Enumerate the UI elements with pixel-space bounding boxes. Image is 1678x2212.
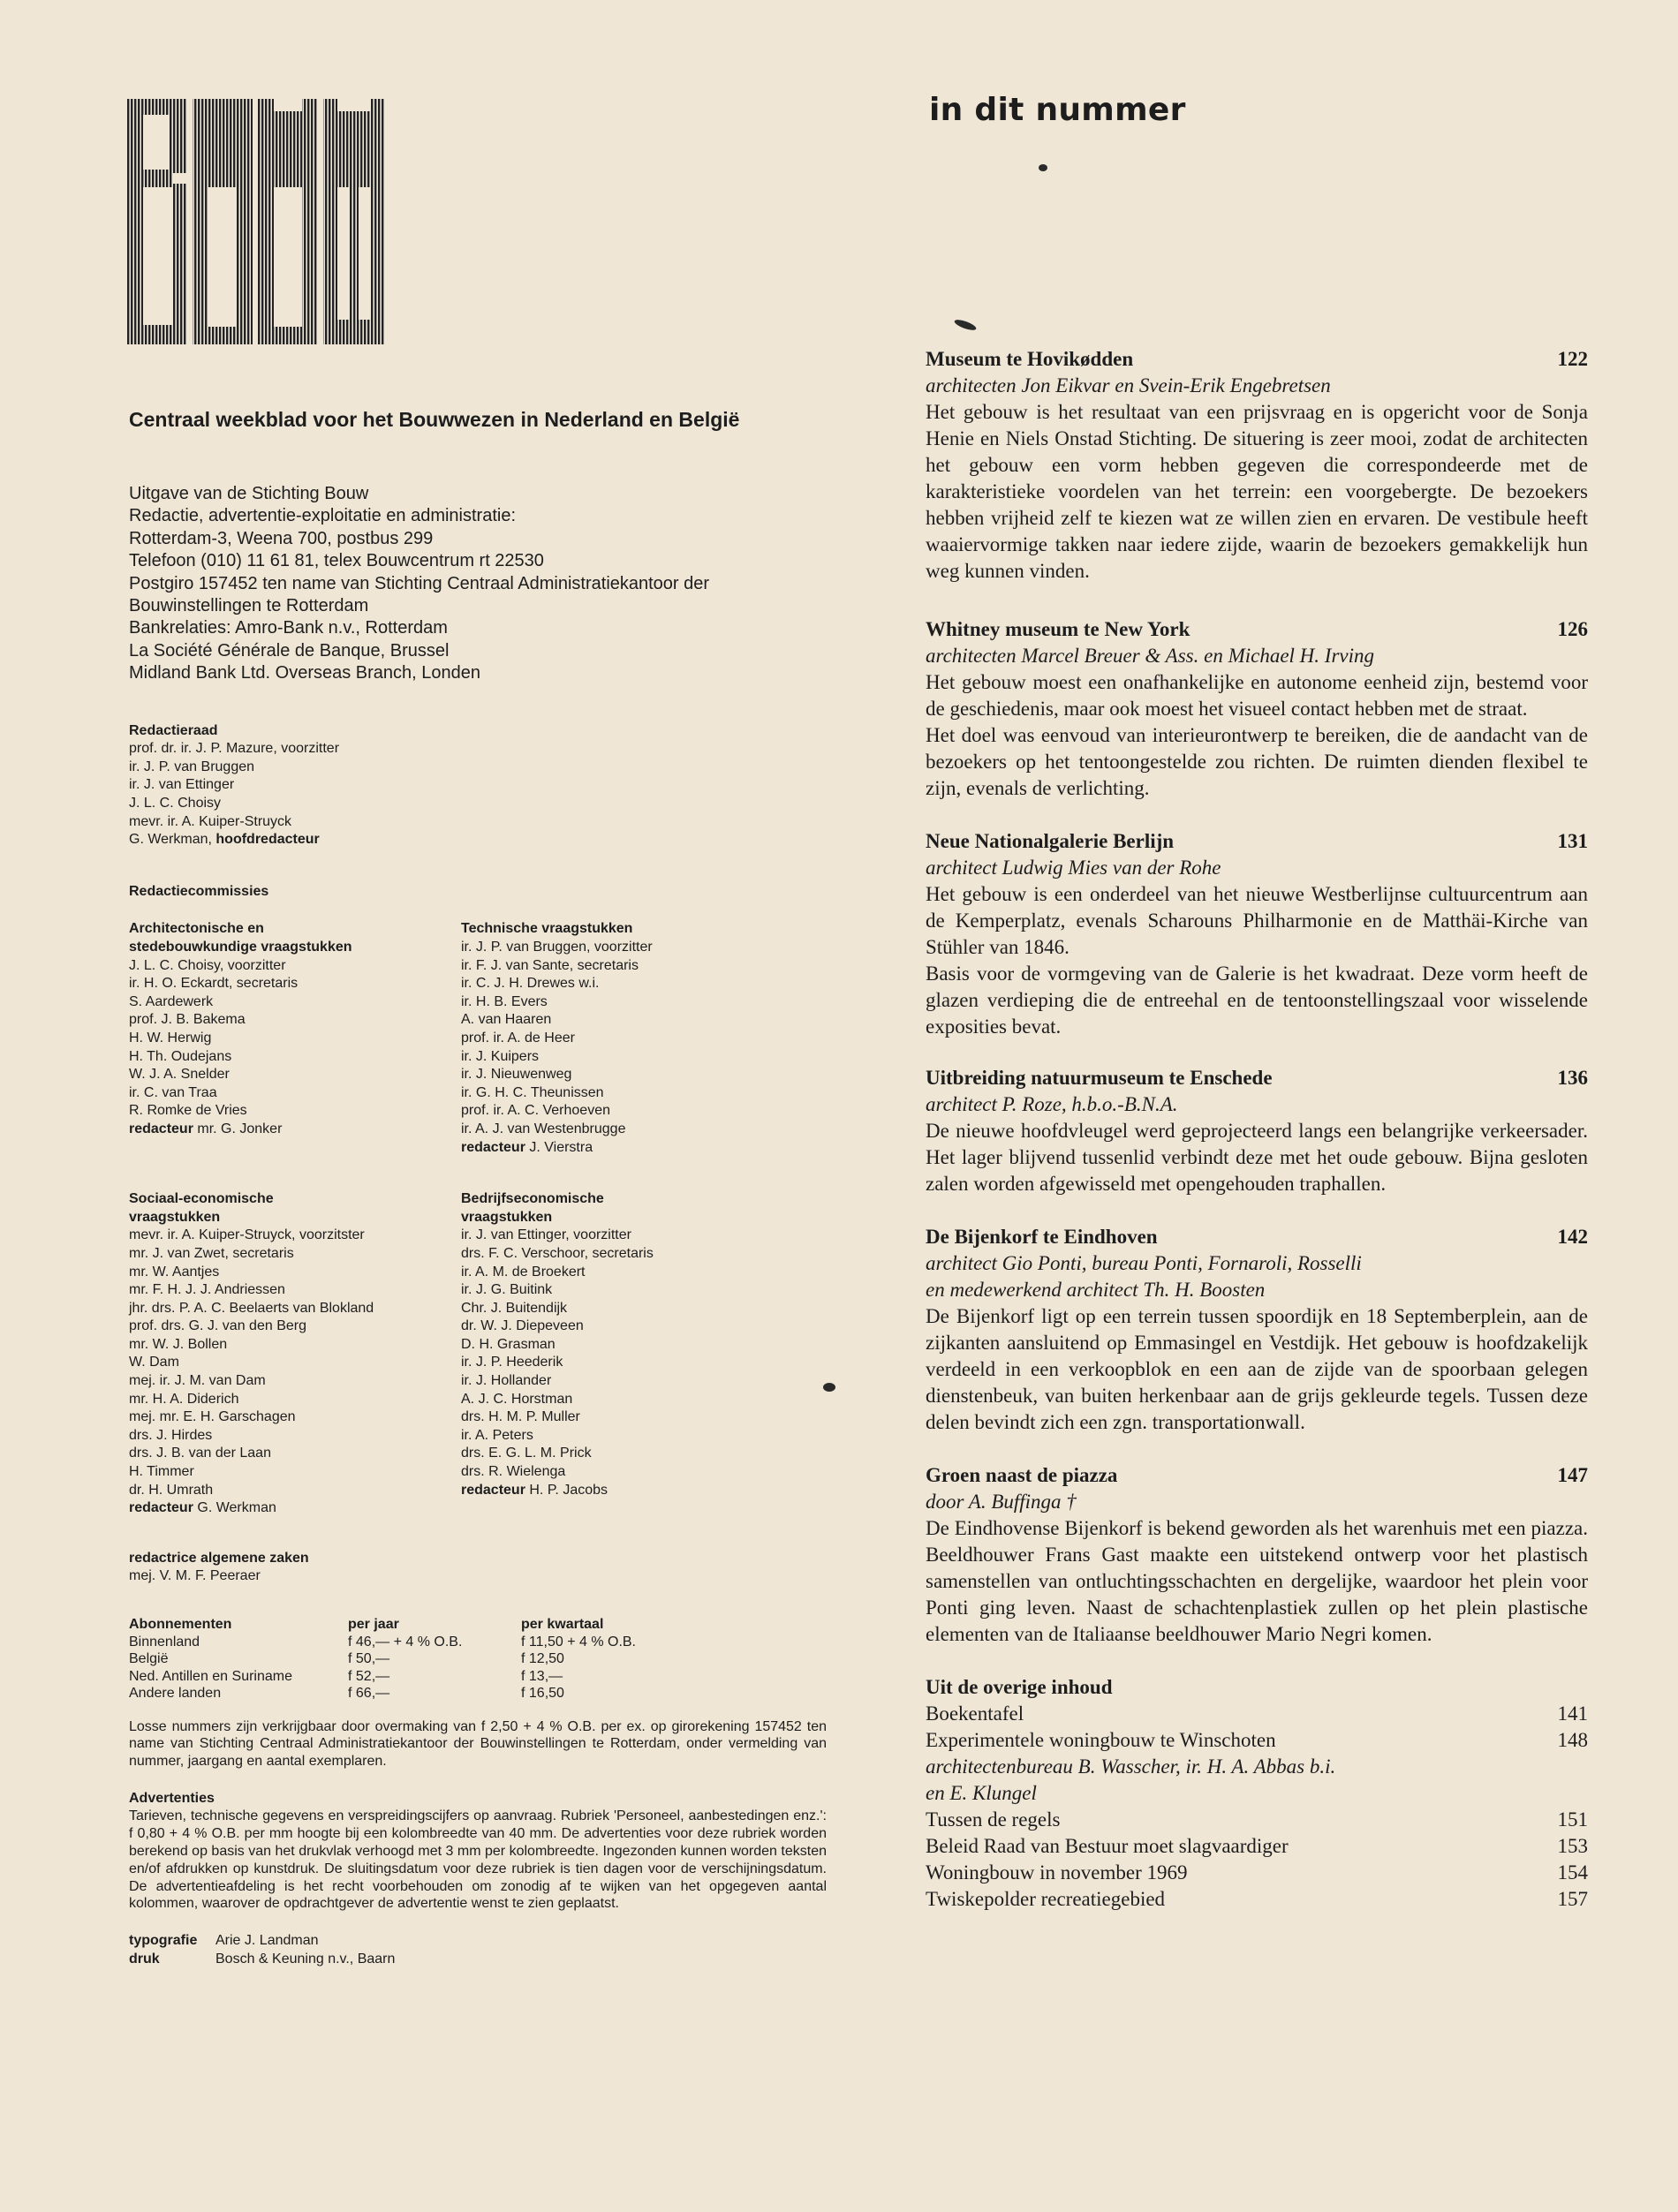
publisher-line: Bankrelaties: Amro-Bank n.v., Rotterdam: [129, 618, 448, 638]
contents-heading: in dit nummer: [929, 92, 1186, 128]
toc-row: [926, 1701, 1588, 1727]
toc-title: Boekentafel: [926, 1702, 1024, 1725]
article-subtitle: door A. Buffinga †: [926, 1491, 1077, 1513]
article-summary: De Bijenkorf ligt op een terrein tussen spoordijk en 18 Septemberplein, aan de zijkanten aansluitend op Emmasingel en Vestdijk. Het gebouw is hoofdzakelijk verdeeld in een verkoopblok en een aan de zijde van de spoorbaan gelegen dienstenbeuk, van buiten herkenbaar aan de grijs gekleurde tegels. Tussen deze delen bevindt zich een zgn. transportationwall.: [926, 1305, 1588, 1433]
toc-title: Twiskepolder recreatiegebied: [926, 1888, 1166, 1910]
member-role: hoofdredacteur: [215, 832, 320, 848]
member: J. L. C. Choisy, voorzitter: [129, 957, 286, 973]
toc-row: [926, 1860, 1588, 1886]
member: ir. J. P. van Bruggen: [129, 759, 255, 774]
member: ir. A. M. de Broekert: [461, 1264, 586, 1280]
member: W. J. A. Snelder: [129, 1067, 230, 1083]
publisher-line: Rotterdam-3, Weena 700, postbus 299: [129, 528, 434, 548]
article-subtitle: architecten Jon Eikvar en Svein-Erik Engebretsen: [926, 374, 1331, 396]
member: mej. mr. E. H. Garschagen: [129, 1409, 296, 1425]
toc-title: Tussen de regels: [926, 1808, 1061, 1831]
toc-page: 141: [1557, 1702, 1588, 1725]
article-subtitle: architecten Marcel Breuer & Ass. en Michael H. Irving: [926, 645, 1374, 667]
member: ir. J. P. Heederik: [461, 1355, 563, 1370]
toc-page: 153: [1557, 1835, 1588, 1857]
article-title: Museum te Hovikødden: [926, 348, 1134, 370]
article-subtitle: architect Ludwig Mies van der Rohe: [926, 857, 1221, 879]
publisher-line: Postgiro 157452 ten name van Stichting Centraal Administratiekantoor der: [129, 573, 710, 593]
member: drs. R. Wielenga: [461, 1464, 566, 1480]
member: ir. A. Peters: [461, 1427, 533, 1443]
article-title-row: [926, 1462, 1588, 1489]
article-entry: [926, 346, 1588, 585]
member: H. W. Herwig: [129, 1030, 212, 1046]
member: jhr. drs. P. A. C. Beelaerts van Blokland: [129, 1300, 374, 1316]
redactieraad-heading: Redactieraad: [129, 722, 218, 738]
toc-title: Experimentele woningbouw te Winschoten: [926, 1729, 1276, 1751]
article-subtitle: architect P. Roze, h.b.o.-B.N.A.: [926, 1093, 1178, 1115]
member: mr. W. J. Bollen: [129, 1336, 228, 1352]
member: H. Th. Oudejans: [129, 1048, 232, 1064]
member: dr. H. Umrath: [129, 1482, 214, 1498]
article-page: 147: [1557, 1464, 1588, 1486]
redacteur-name: H. P. Jacobs: [529, 1482, 608, 1498]
algemene-zaken: [129, 1550, 906, 1586]
article-subtitle: en medewerkend architect Th. H. Boosten: [926, 1279, 1266, 1301]
member: A. J. C. Horstman: [461, 1391, 573, 1407]
commissie-bedrijfs: [461, 1190, 811, 1518]
table-row: [129, 1634, 636, 1651]
table-header: per jaar: [348, 1617, 399, 1632]
table-cell: f 12,50: [521, 1651, 564, 1666]
redacteur-label: redacteur: [129, 1121, 193, 1136]
article-title: Neue Nationalgalerie Berlijn: [926, 830, 1175, 852]
member-name: G. Werkman,: [129, 832, 212, 848]
credit-value: Arie J. Landman: [215, 1933, 319, 1949]
toc-page: 157: [1557, 1888, 1588, 1910]
member: R. Romke de Vries: [129, 1103, 247, 1119]
toc-row: [926, 1886, 1588, 1913]
commissie-heading: Architectonische en: [129, 921, 264, 937]
member: ir. F. J. van Sante, secretaris: [461, 957, 639, 973]
ink-smudge: [1039, 164, 1047, 171]
table-cell: Binnenland: [129, 1634, 200, 1650]
member: mej. ir. J. M. van Dam: [129, 1373, 266, 1389]
member: drs. F. C. Verschoor, secretaris: [461, 1245, 654, 1261]
article-subtitle: architect Gio Ponti, bureau Ponti, Fornaroli, Rosselli: [926, 1252, 1362, 1274]
article-entry: [926, 828, 1588, 1040]
losse-nummers-note: Losse nummers zijn verkrijgbaar door overmaking van f 2,50 + 4 % O.B. per ex. op girorekening 157452 ten name van Stichting Centraal Administratiekantoor der Bouwinstellingen te Rotterdam, onder vermelding van nummer, jaargang en aantal exemplaren.: [129, 1718, 827, 1770]
other-contents-heading: Uit de overige inhoud: [926, 1676, 1113, 1698]
table-header-row: [129, 1616, 636, 1634]
toc-subtitle: en E. Klungel: [926, 1782, 1037, 1804]
credit-value: Bosch & Keuning n.v., Baarn: [215, 1951, 396, 1967]
publisher-info: [129, 483, 906, 685]
algemene-zaken-heading: redactrice algemene zaken: [129, 1550, 309, 1566]
member: mr. W. Aantjes: [129, 1264, 220, 1280]
credit-label: typografie: [129, 1933, 198, 1949]
table-header: per kwartaal: [521, 1617, 604, 1632]
toc-page: 154: [1557, 1861, 1588, 1884]
publisher-line: Bouwinstellingen te Rotterdam: [129, 596, 369, 616]
redacteur-name: mr. G. Jonker: [197, 1121, 283, 1136]
toc-row: [926, 1807, 1588, 1833]
member: prof. J. B. Bakema: [129, 1012, 246, 1028]
table-row: [129, 1650, 636, 1668]
member: mr. H. A. Diderich: [129, 1391, 239, 1407]
toc-title: Woningbouw in november 1969: [926, 1861, 1188, 1884]
member: prof. dr. ir. J. P. Mazure, voorzitter: [129, 741, 340, 757]
table-cell: f 50,—: [348, 1651, 390, 1666]
member: ir. H. O. Eckardt, secretaris: [129, 976, 299, 992]
article-page: 136: [1557, 1067, 1588, 1089]
article-page: 131: [1557, 830, 1588, 852]
advertenties-heading: Advertenties: [129, 1790, 215, 1806]
table-cell: Andere landen: [129, 1686, 222, 1701]
commissie-heading: Bedrijfseconomische: [461, 1191, 604, 1207]
table-cell: Ned. Antillen en Suriname: [129, 1668, 292, 1684]
member-editor-in-chief: [129, 831, 906, 849]
ink-smudge: [953, 318, 977, 332]
toc-subtitle: architectenbureau B. Wasscher, ir. H. A. Abbas b.i.: [926, 1755, 1336, 1778]
member: J. L. C. Choisy: [129, 796, 222, 812]
redacteur-name: J. Vierstra: [529, 1139, 593, 1155]
toc-row: [926, 1727, 1588, 1754]
article-entry: [926, 1065, 1588, 1197]
redacteur-line: [129, 1121, 479, 1139]
redacteur-name: G. Werkman: [197, 1500, 276, 1516]
member: ir. G. H. C. Theunissen: [461, 1084, 604, 1100]
commissie-technisch: [461, 920, 811, 1157]
commissie-sociaal: [129, 1190, 479, 1518]
member: ir. A. J. van Westenbrugge: [461, 1121, 626, 1136]
member: Chr. J. Buitendijk: [461, 1300, 568, 1316]
member: ir. C. J. H. Drewes w.i.: [461, 976, 600, 992]
member: drs. E. G. L. M. Prick: [461, 1446, 592, 1461]
commissie-heading: Sociaal-economische: [129, 1191, 274, 1207]
table-row: [129, 1685, 636, 1702]
article-entry: [926, 1224, 1588, 1436]
member: D. H. Grasman: [461, 1336, 556, 1352]
commissies-heading: Redactiecommissies: [129, 883, 269, 899]
tagline: Centraal weekblad voor het Bouwwezen in Nederland en België: [129, 408, 740, 431]
member: H. Timmer: [129, 1464, 194, 1480]
commissie-heading: vraagstukken: [129, 1209, 221, 1225]
article-entry: [926, 1462, 1588, 1648]
redacteur-line: [461, 1482, 811, 1500]
article-page: 142: [1557, 1226, 1588, 1248]
member: mevr. ir. A. Kuiper-Struyck, voorzitster: [129, 1227, 365, 1243]
member: S. Aardewerk: [129, 993, 214, 1009]
table-cell: f 13,—: [521, 1668, 563, 1684]
member: mevr. ir. A. Kuiper-Struyck: [129, 813, 292, 829]
article-title-row: [926, 1224, 1588, 1250]
commissie-heading: vraagstukken: [461, 1209, 553, 1225]
article-summary: Het gebouw is het resultaat van een prijsvraag en is opgericht voor de Sonja Henie en Niels Onstad Stichting. De situering is zeer mooi, zodat de architecten het gebouw een vorm hebben gegeven die correspondeerde met de karakteristieke voordelen van het terrein: een voorgebergte. De bezoekers hebben vrijheid zelf te kiezen wat ze willen zien en ervaren. De vestibule heeft waaiervormige takken naar iedere zijde, waarin de bezoekers gemakkelijk hun weg kunnen vinden.: [926, 401, 1588, 582]
table-header: Abonnementen: [129, 1617, 232, 1632]
ink-smudge: [823, 1383, 835, 1392]
table-cell: f 52,—: [348, 1668, 390, 1684]
article-summary: De nieuwe hoofdvleugel werd geprojecteerd langs een belangrijke verkeersader. Het lager blijvend tussenlid verbindt deze met het oude gebouw. Bijna gesloten zalen worden afgewisseld met opengehouden traphallen.: [926, 1120, 1588, 1195]
redacteur-label: redacteur: [461, 1482, 525, 1498]
publisher-line: Telefoon (010) 11 61 81, telex Bouwcentrum rt 22530: [129, 551, 544, 571]
member: prof. ir. A. de Heer: [461, 1030, 575, 1046]
member: ir. J. van Ettinger, voorzitter: [461, 1227, 631, 1243]
member: ir. J. van Ettinger: [129, 777, 235, 793]
member: ir. J. Kuipers: [461, 1048, 540, 1064]
article-title: Uitbreiding natuurmuseum te Enschede: [926, 1067, 1273, 1089]
article-summary: Basis voor de vormgeving van de Galerie is het kwadraat. Deze vorm heeft de glazen verdieping die de entreehal en de tentoonstellingszaal voor wisselende exposities bevat.: [926, 963, 1588, 1038]
subscription-table: [129, 1616, 636, 1702]
article-title-row: [926, 346, 1588, 373]
advertenties-text: Tarieven, technische gegevens en verspreidingscijfers op aanvraag. Rubriek 'Personeel, aanbestedingen enz.': f 0,80 + 4 % O.B. per mm hoogte bij een kolombreedte van 40 mm. De advertenties voor deze rubriek worden berekend op basis van het drukvlak verhoogd met 3 mm per kolombreedte. Ingezonden kunnen worden teksten en/of afdrukken op kunstdruk. De sluitingsdatum voor deze rubriek is tien dagen voor de verschijningsdatum. De advertentieafdeling is het recht voorbehouden om zonodig af te wijken van het opgegeven aantal kolommen, waarover de opdrachtgever de advertentie wenst te zien geplaatst.: [129, 1808, 827, 1912]
member: prof. ir. A. C. Verhoeven: [461, 1103, 610, 1119]
colophon: [129, 408, 906, 1968]
article-summary: De Eindhovense Bijenkorf is bekend geworden als het warenhuis met een piazza. Beeldhouwer Frans Gast maakte een uitstekend ontwerp voor het plastisch samenstellen van ontluchtingsschachten en dergelijke, waardoor het plein voor Ponti ging leven. Naast de schachtenplastiek zullen op het plein plastische elementen van de Italiaanse beeldhouwer Mario Negri komen.: [926, 1517, 1588, 1645]
article-summary: Het doel was eenvoud van interieurontwerp te bereiken, die de aandacht van de bezoekers op het tentoongestelde zou richten. De ruimten dienden flexibel te zijn, evenals de verlichting.: [926, 724, 1588, 799]
credits: [129, 1932, 906, 1968]
article-title-row: [926, 616, 1588, 643]
member: A. van Haaren: [461, 1012, 552, 1028]
member: mr. F. H. J. J. Andriessen: [129, 1282, 285, 1298]
publisher-line: La Société Générale de Banque, Brussel: [129, 640, 450, 661]
toc-page: 151: [1557, 1808, 1588, 1831]
member: drs. J. B. van der Laan: [129, 1446, 271, 1461]
member: ir. H. B. Evers: [461, 993, 548, 1009]
algemene-zaken-name: mej. V. M. F. Peeraer: [129, 1568, 261, 1584]
toc-title: Beleid Raad van Bestuur moet slagvaardiger: [926, 1835, 1289, 1857]
article-title: Groen naast de piazza: [926, 1464, 1118, 1486]
publisher-line: Midland Bank Ltd. Overseas Branch, Londen: [129, 663, 481, 683]
redacteur-label: redacteur: [129, 1500, 193, 1516]
toc-row: [926, 1833, 1588, 1860]
member: mr. J. van Zwet, secretaris: [129, 1245, 294, 1261]
credit-row: [129, 1951, 906, 1969]
table-cell: f 46,— + 4 % O.B.: [348, 1634, 463, 1650]
bouw-logo: [124, 95, 389, 348]
credit-label: druk: [129, 1951, 160, 1967]
member: ir. J. P. van Bruggen, voorzitter: [461, 940, 653, 955]
commissies-row-1: [129, 920, 906, 1157]
member: ir. J. Hollander: [461, 1373, 552, 1389]
redactieraad: [129, 722, 906, 849]
commissie-heading: Technische vraagstukken: [461, 921, 633, 937]
redacteur-line: [129, 1499, 479, 1518]
table-cell: f 16,50: [521, 1686, 564, 1701]
toc-page: 148: [1557, 1729, 1588, 1751]
member: drs. H. M. P. Muller: [461, 1409, 580, 1425]
publisher-line: Redactie, advertentie-exploitatie en administratie:: [129, 506, 517, 526]
credit-row: [129, 1932, 906, 1951]
other-contents: [926, 1674, 1588, 1913]
table-row: [129, 1668, 636, 1686]
article-page: 126: [1557, 618, 1588, 640]
article-title-row: [926, 1065, 1588, 1091]
commissies-row-2: [129, 1190, 906, 1518]
commissie-architectonisch: [129, 920, 479, 1157]
article-entry: [926, 616, 1588, 802]
article-summary: Het gebouw moest een onafhankelijke en autonome eenheid zijn, bestemd voor de geschiedenis, maar ook moest het visueel contact hebben met de straat.: [926, 671, 1588, 720]
article-page: 122: [1557, 348, 1588, 370]
commissie-heading: stedebouwkundige vraagstukken: [129, 940, 352, 955]
member: dr. W. J. Diepeveen: [461, 1318, 584, 1334]
member: prof. drs. G. J. van den Berg: [129, 1318, 306, 1334]
article-title: Whitney museum te New York: [926, 618, 1190, 640]
contents-list: [926, 346, 1588, 1913]
redacteur-line: [461, 1139, 811, 1158]
article-title-row: [926, 828, 1588, 855]
member: ir. J. Nieuwenweg: [461, 1067, 572, 1083]
member: W. Dam: [129, 1355, 179, 1370]
redacteur-label: redacteur: [461, 1139, 525, 1155]
member: drs. J. Hirdes: [129, 1427, 213, 1443]
table-cell: f 66,—: [348, 1686, 390, 1701]
article-title: De Bijenkorf te Eindhoven: [926, 1226, 1158, 1248]
publisher-line: Uitgave van de Stichting Bouw: [129, 484, 369, 503]
member: ir. J. G. Buitink: [461, 1282, 553, 1298]
table-cell: f 11,50 + 4 % O.B.: [521, 1634, 636, 1650]
member: ir. C. van Traa: [129, 1084, 217, 1100]
table-cell: België: [129, 1651, 169, 1666]
advertenties: [129, 1790, 906, 1913]
article-summary: Het gebouw is een onderdeel van het nieuwe Westberlijnse cultuurcentrum aan de Kemperplatz, evenals Scharouns Philharmonie en de Matthäi-Kirche van Stühler van 1846.: [926, 883, 1588, 958]
